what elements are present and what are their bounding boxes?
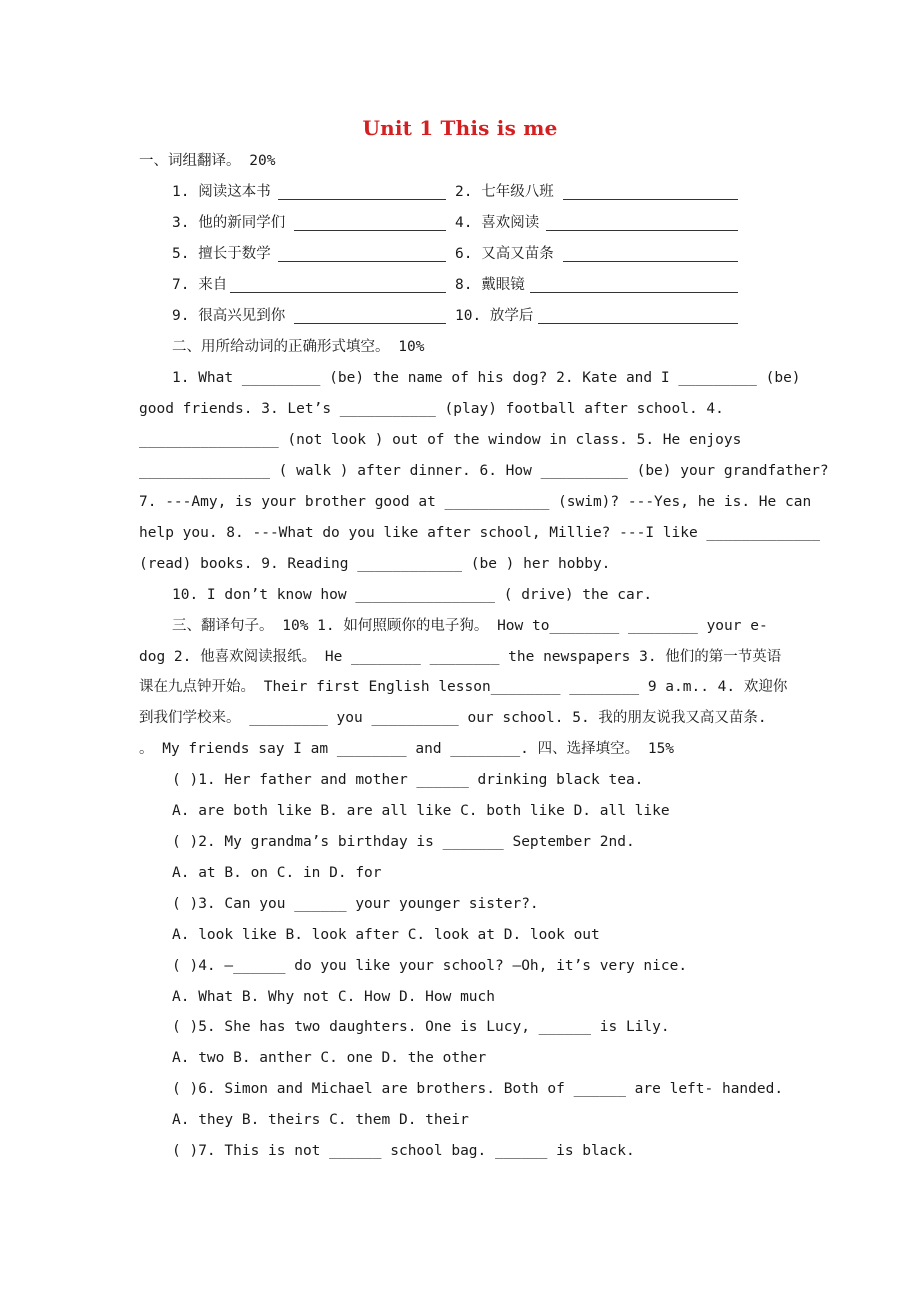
phrase-item-4: 4. 喜欢阅读 xyxy=(455,215,540,231)
choice-options: A. are both like B. are all like C. both like D. all like xyxy=(172,803,670,819)
page-title: Unit 1 This is me xyxy=(362,116,558,140)
phrase-item-10: 10. 放学后 xyxy=(455,308,534,324)
section2-line: good friends. 3. Let’s ___________ (play) football after school. 4. xyxy=(139,401,724,417)
phrase-item-8: 8. 戴眼镜 xyxy=(455,277,525,293)
section3-line: 三、翻译句子。 10% 1. 如何照顾你的电子狗。 How to________ ________ your e- xyxy=(172,618,768,634)
choice-question: ( )7. This is not ______ school bag. ______ is black. xyxy=(172,1143,635,1159)
answer-line-2 xyxy=(563,199,738,200)
choice-question: ( )4. —______ do you like your school? —Oh, it’s very nice. xyxy=(172,958,688,974)
section3-line: dog 2. 他喜欢阅读报纸。 He ________ ________ the newspapers 3. 他们的第一节英语 xyxy=(139,649,782,665)
choice-question: ( )1. Her father and mother ______ drinking black tea. xyxy=(172,772,644,788)
choice-question: ( )5. She has two daughters. One is Lucy, ______ is Lily. xyxy=(172,1019,670,1035)
section1-heading: 一、词组翻译。 20% xyxy=(139,153,276,169)
phrase-item-7: 7. 来自 xyxy=(172,277,228,293)
choice-options: A. look like B. look after C. look at D. look out xyxy=(172,927,600,943)
choice-question: ( )6. Simon and Michael are brothers. Both of ______ are left- handed. xyxy=(172,1081,784,1097)
answer-line-6 xyxy=(563,261,738,262)
answer-line-3 xyxy=(294,230,446,231)
choice-question: ( )2. My grandma’s birthday is _______ September 2nd. xyxy=(172,834,635,850)
answer-line-4 xyxy=(546,230,738,231)
answer-line-9 xyxy=(294,323,446,324)
answer-line-1 xyxy=(278,199,446,200)
phrase-item-5: 5. 擅长于数学 xyxy=(172,246,271,262)
section2-heading: 二、用所给动词的正确形式填空。 10% xyxy=(172,339,425,355)
choice-options: A. they B. theirs C. them D. their xyxy=(172,1112,469,1128)
choice-options: A. What B. Why not C. How D. How much xyxy=(172,989,496,1005)
answer-line-10 xyxy=(538,323,738,324)
section3-line: 。 My friends say I am ________ and ________. 四、选择填空。 15% xyxy=(139,741,675,757)
answer-line-5 xyxy=(278,261,446,262)
answer-line-8 xyxy=(530,292,738,293)
phrase-item-2: 2. 七年级八班 xyxy=(455,184,554,200)
choice-question: ( )3. Can you ______ your younger sister?. xyxy=(172,896,539,912)
answer-line-7 xyxy=(230,292,446,293)
phrase-item-6: 6. 又高又苗条 xyxy=(455,246,554,262)
section2-line: help you. 8. ---What do you like after school, Millie? ---I like _____________ xyxy=(139,525,820,541)
section2-line: 10. I don’t know how ________________ ( drive) the car. xyxy=(172,587,653,603)
section3-line: 到我们学校来。 _________ you __________ our school. 5. 我的朋友说我又高又苗条. xyxy=(139,710,767,726)
section3-line: 课在九点钟开始。 Their first English lesson________ ________ 9 a.m.. 4. 欢迎你 xyxy=(139,679,788,695)
phrase-item-3: 3. 他的新同学们 xyxy=(172,215,286,231)
section2-line: (read) books. 9. Reading ____________ (be ) her hobby. xyxy=(139,556,611,572)
phrase-item-1: 1. 阅读这本书 xyxy=(172,184,271,200)
section2-line: ________________ (not look ) out of the window in class. 5. He enjoys xyxy=(139,432,742,448)
section2-line: 7. ---Amy, is your brother good at ____________ (swim)? ---Yes, he is. He can xyxy=(139,494,812,510)
section2-line: _______________ ( walk ) after dinner. 6. How __________ (be) your grandfather? xyxy=(139,463,829,479)
section2-line: 1. What _________ (be) the name of his dog? 2. Kate and I _________ (be) xyxy=(172,370,801,386)
choice-options: A. two B. anther C. one D. the other xyxy=(172,1050,487,1066)
phrase-item-9: 9. 很高兴见到你 xyxy=(172,308,286,324)
choice-options: A. at B. on C. in D. for xyxy=(172,865,382,881)
